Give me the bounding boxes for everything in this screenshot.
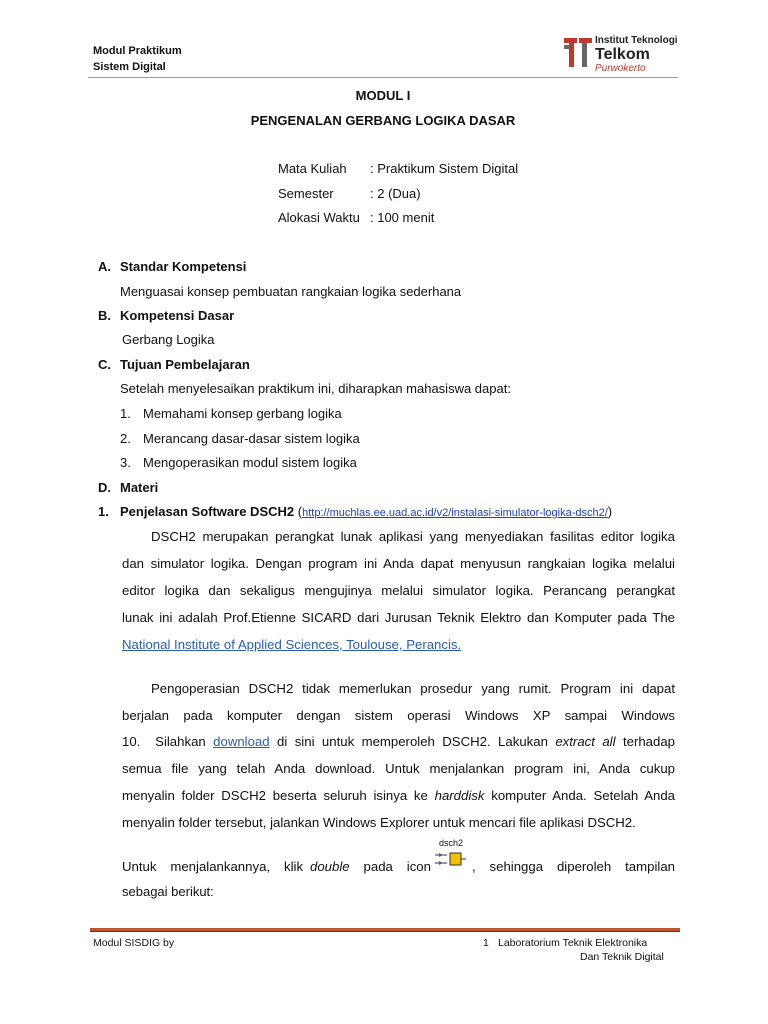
header-line2: Sistem Digital [93, 61, 166, 73]
section-label: A. [98, 259, 111, 274]
info-key: Semester [278, 186, 334, 201]
paragraph-2-line: berjalan pada komputer dengan sistem operasi Windows XP sampai Windows [122, 708, 675, 723]
text-span: komputer Anda. Setelah Anda [484, 788, 675, 803]
info-value: : 100 menit [370, 210, 435, 225]
dsch2-icon-label: dsch2 [439, 838, 464, 848]
telkom-logo-icon [563, 34, 593, 70]
list-item [120, 431, 360, 446]
list-item [120, 455, 357, 470]
footer-divider [90, 928, 680, 932]
footer-right-line1: Laboratorium Teknik Elektronika [498, 937, 648, 949]
info-row [278, 210, 434, 225]
section-title: Kompetensi Dasar [120, 308, 235, 323]
header-line1: Modul Praktikum [93, 45, 182, 57]
download-link[interactable]: download [213, 734, 270, 749]
paragraph-3-line: sebagai berikut: [122, 884, 214, 899]
paragraph-1-line: DSCH2 merupakan perangkat lunak aplikasi yang menyediakan fasilitas editor logika [151, 529, 675, 544]
text-span: Untuk menjalankannya, klik [122, 859, 310, 874]
section-a-heading [98, 259, 246, 274]
paragraph-2-line: menyalin folder tersebut, jalankan Windows Explorer untuk mencari file aplikasi DSCH2. [122, 815, 636, 830]
module-subtitle: PENGENALAN GERBANG LOGIKA DASAR [250, 113, 516, 128]
section-title: Materi [120, 480, 159, 495]
info-key: Mata Kuliah [278, 161, 347, 176]
open-paren: ( [297, 504, 303, 519]
paragraph-2-line: semua file yang telah Anda download. Untuk menjalankan program ini, Anda cukup [122, 761, 675, 776]
logo-line2: Telkom [595, 46, 650, 63]
section-b-heading [98, 308, 234, 323]
materi-title: Penjelasan Software DSCH2 [120, 504, 295, 519]
section-label: D. [98, 480, 111, 495]
info-row [278, 186, 421, 201]
text-span: 10. Silahkan [122, 734, 214, 749]
emphasis-text: harddisk [434, 788, 485, 803]
paragraph-1-line: dan simulator logika. Dengan program ini Anda dapat menyusun rangkaian logika melalui [122, 556, 675, 571]
section-a-body: Menguasai konsep pembuatan rangkaian logika sederhana [120, 284, 462, 299]
section-label: C. [98, 357, 111, 372]
close-paren: ) [607, 504, 613, 519]
module-title: MODUL I [355, 88, 411, 103]
info-value: : Praktikum Sistem Digital [370, 161, 519, 176]
materi-number: 1. [98, 504, 109, 519]
list-number: 2. [120, 431, 131, 446]
header-title [93, 43, 182, 75]
emphasis-text: extract all [555, 734, 616, 749]
list-text: Mengoperasikan modul sistem logika [143, 455, 357, 470]
emphasis-text: double [310, 859, 350, 874]
paragraph-3-line [122, 857, 675, 874]
list-item [120, 406, 342, 421]
logic-gate-icon [433, 850, 467, 870]
institution-logo [563, 32, 768, 72]
list-text: Memahami konsep gerbang logika [143, 406, 342, 421]
section-b-body: Gerbang Logika [122, 332, 215, 347]
section-label: B. [98, 308, 111, 323]
materi-1-heading [98, 504, 612, 519]
info-row [278, 161, 518, 176]
text-span: , sehingga diperoleh tampilan [464, 859, 675, 874]
section-d-heading [98, 480, 158, 495]
section-title: Standar Kompetensi [120, 259, 247, 274]
info-value: : 2 (Dua) [370, 186, 421, 201]
insa-toulouse-link[interactable]: National Institute of Applied Sciences, Toulouse, Perancis. [122, 637, 462, 652]
text-span: terhadap [615, 734, 676, 749]
footer-right-line2: Dan Teknik Digital [580, 951, 664, 963]
paragraph-1-line: editor logika dan sekaligus mengujinya melalui simulator logika. Perancang perangkat [122, 583, 675, 598]
text-span: pada icon [349, 859, 431, 874]
list-number: 1. [120, 406, 131, 421]
section-c-body: Setelah menyelesaikan praktikum ini, diharapkan mahasiswa dapat: [120, 381, 511, 396]
section-c-heading [98, 357, 250, 372]
text-span: menyalin folder DSCH2 beserta seluruh isinya ke [122, 788, 435, 803]
logo-line3: Purwokerto [595, 63, 646, 74]
list-number: 3. [120, 455, 131, 470]
paragraph-2-line: Pengoperasian DSCH2 tidak memerlukan prosedur yang rumit. Program ini dapat [151, 681, 675, 696]
dsch2-app-icon[interactable] [433, 838, 467, 870]
paragraph-1-line [122, 637, 675, 652]
footer-left: Modul SISDIG by [93, 937, 175, 949]
paragraph-2-line [122, 788, 675, 803]
paragraph-2-line [122, 734, 675, 749]
paragraph-1-line: lunak ini adalah Prof.Etienne SICARD dari Jurusan Teknik Elektro dan Komputer pada The [122, 610, 675, 625]
page-number: 1 [483, 937, 489, 949]
logo-line1: Institut Teknologi [595, 35, 678, 46]
list-text: Merancang dasar-dasar sistem logika [143, 431, 360, 446]
info-key: Alokasi Waktu [278, 210, 360, 225]
dsch2-source-link[interactable]: http://muchlas.ee.uad.ac.id/v2/instalasi-simulator-logika-dsch2/ [302, 507, 608, 519]
header-divider [88, 77, 678, 78]
section-title: Tujuan Pembelajaran [120, 357, 250, 372]
text-span: di sini untuk memperoleh DSCH2. Lakukan [269, 734, 556, 749]
